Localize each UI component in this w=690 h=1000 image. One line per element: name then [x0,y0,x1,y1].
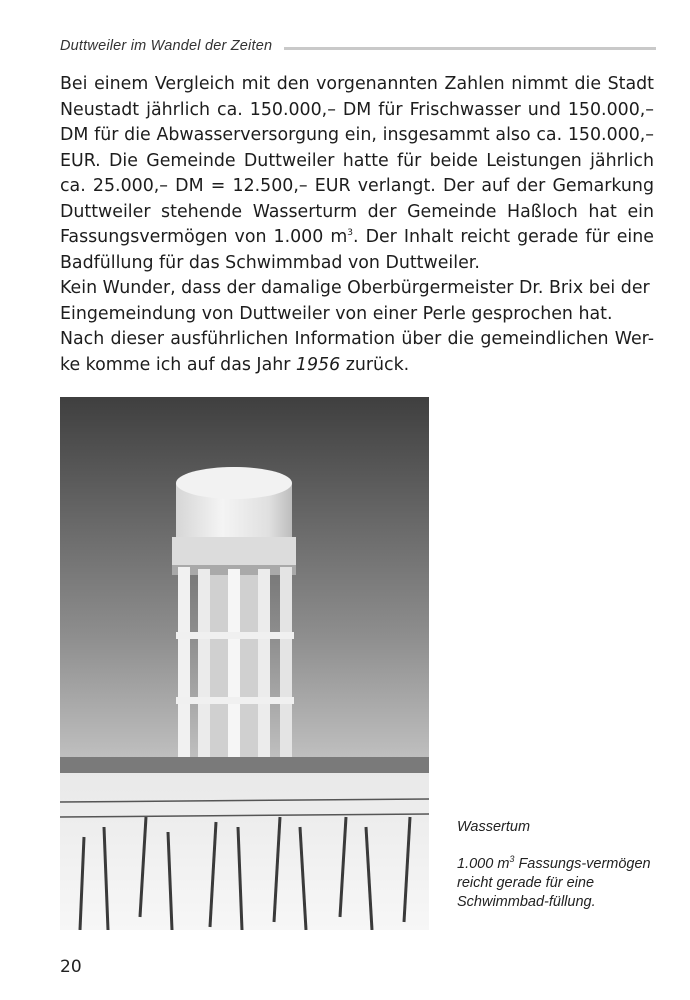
year-1956: 1956 [295,354,341,375]
header-rule [284,47,656,50]
caption-text [457,855,662,912]
paragraph-2: Kein Wunder, dass der damalige Oberbürgermeister Dr. Brix bei der Eingemeindung von Duttweiler von einer Perle gesprochen hat. [60,278,650,324]
running-header-title: Duttweiler im Wandel der Zeiten [60,38,273,54]
paragraph-3-text: Nach dieser ausführlichen Information über die gemeindlichen Wer-ke komme ich auf das Jahr [60,329,654,375]
caption-text-end: Fassungs-vermögen reicht gerade für eine Schwimmbad-füllung. [457,856,651,910]
paragraph-1-end: . Der Inhalt reicht gerade für eine Badfüllung für das Schwimmbad von Duttweiler. [60,227,654,273]
page-number: 20 [60,957,82,977]
running-header [60,36,656,56]
caption-title: Wassertum [457,819,531,835]
photo-caption [457,818,662,912]
body-text [60,72,654,378]
superscript-3: 3 [347,228,354,239]
water-tower-photo [60,397,429,930]
caption-superscript: 3 [509,854,515,865]
paragraph-3 [60,327,654,378]
paragraph-1-text: Bei einem Vergleich mit den vorgenannten Zahlen nimmt die Stadt Neustadt jährlich ca. 150.000,– DM für Frischwasser und 150.000,– DM für die Abwasserversorgung ein, insgesammt also ca. 150.000,– EUR. Die Gemeinde Duttweiler hatte für beide Leistungen jährlich ca. 25.000,– DM = 12.500,– EUR verlangt. Der auf der Gemarkung Duttweiler stehende Wasserturm der Gemeinde Haßloch hat ein Fassungsvermögen von 1.000 m [60,74,654,247]
caption-text-start: 1.000 m [457,856,510,872]
water-tower-illustration [60,397,429,930]
paragraph-3-end: zurück. [340,354,410,375]
paragraph-1 [60,72,654,276]
